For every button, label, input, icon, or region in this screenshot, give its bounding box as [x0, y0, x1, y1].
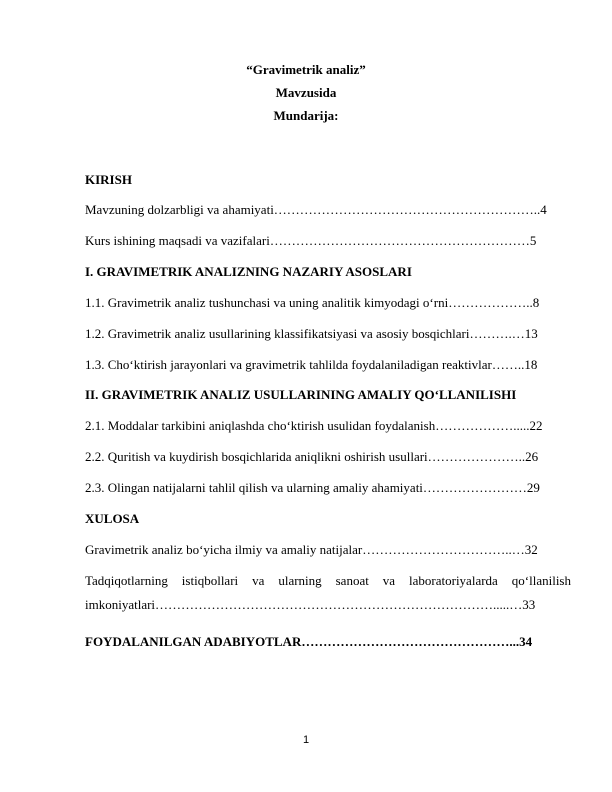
toc-section-heading: KIRISH: [85, 172, 132, 187]
toc-entry: 1.2. Gravimetrik analiz usullarining klassifikatsiyasi va asosiy bosqichlari……….…13: [85, 326, 538, 341]
document-title: “Gravimetrik analiz”: [246, 62, 366, 77]
toc-entry: Gravimetrik analiz bo‘yicha ilmiy va amaliy natijalar……………………………..…32: [85, 542, 538, 557]
toc-section-heading: FOYDALANILGAN ADABIYOTLAR…………………………………………...34: [85, 634, 533, 649]
toc-entry: Mavzuning dolzarbligi va ahamiyati……………………………………………………..4: [85, 202, 547, 217]
toc-entry: 2.2. Quritish va kuydirish bosqichlarida aniqlikni oshirish usullari…………………..26: [85, 449, 539, 464]
toc-entry: 1.3. Cho‘ktirish jarayonlari va gravimetrik tahlilda foydalaniladigan reaktivlar……..18: [85, 357, 538, 372]
page-number: 1: [302, 734, 310, 746]
toc-section-heading: I. GRAVIMETRIK ANALIZNING NAZARIY ASOSLARI: [85, 264, 412, 279]
toc-entry-continuation: imkoniyatlari…………………………………………………………………….....…33: [85, 597, 536, 612]
toc-entry: Kurs ishining maqsadi va vazifalari……………………………………………………5: [85, 233, 537, 248]
toc-entry: 2.3. Olingan natijalarni tahlil qilish va ularning amaliy ahamiyati……………………29: [85, 480, 540, 495]
toc-entry: 1.1. Gravimetrik analiz tushunchasi va uning analitik kimyodagi o‘rni………………..8: [85, 295, 540, 310]
contents-heading: Mundarija:: [273, 108, 339, 123]
toc-section-heading: II. GRAVIMETRIK ANALIZ USULLARINING AMALIY QO‘LLANILISHI: [85, 387, 517, 402]
toc-section-heading: XULOSA: [85, 511, 140, 526]
document-subtitle: Mavzusida: [275, 85, 337, 100]
toc-entry: 2.1. Moddalar tarkibini aniqlashda cho‘ktirish usulidan foydalanish……………….....22: [85, 418, 543, 433]
toc-entry: Tadqiqotlarning istiqbollari va ularning sanoat va laboratoriyalarda qo‘llanilish: [85, 573, 571, 588]
